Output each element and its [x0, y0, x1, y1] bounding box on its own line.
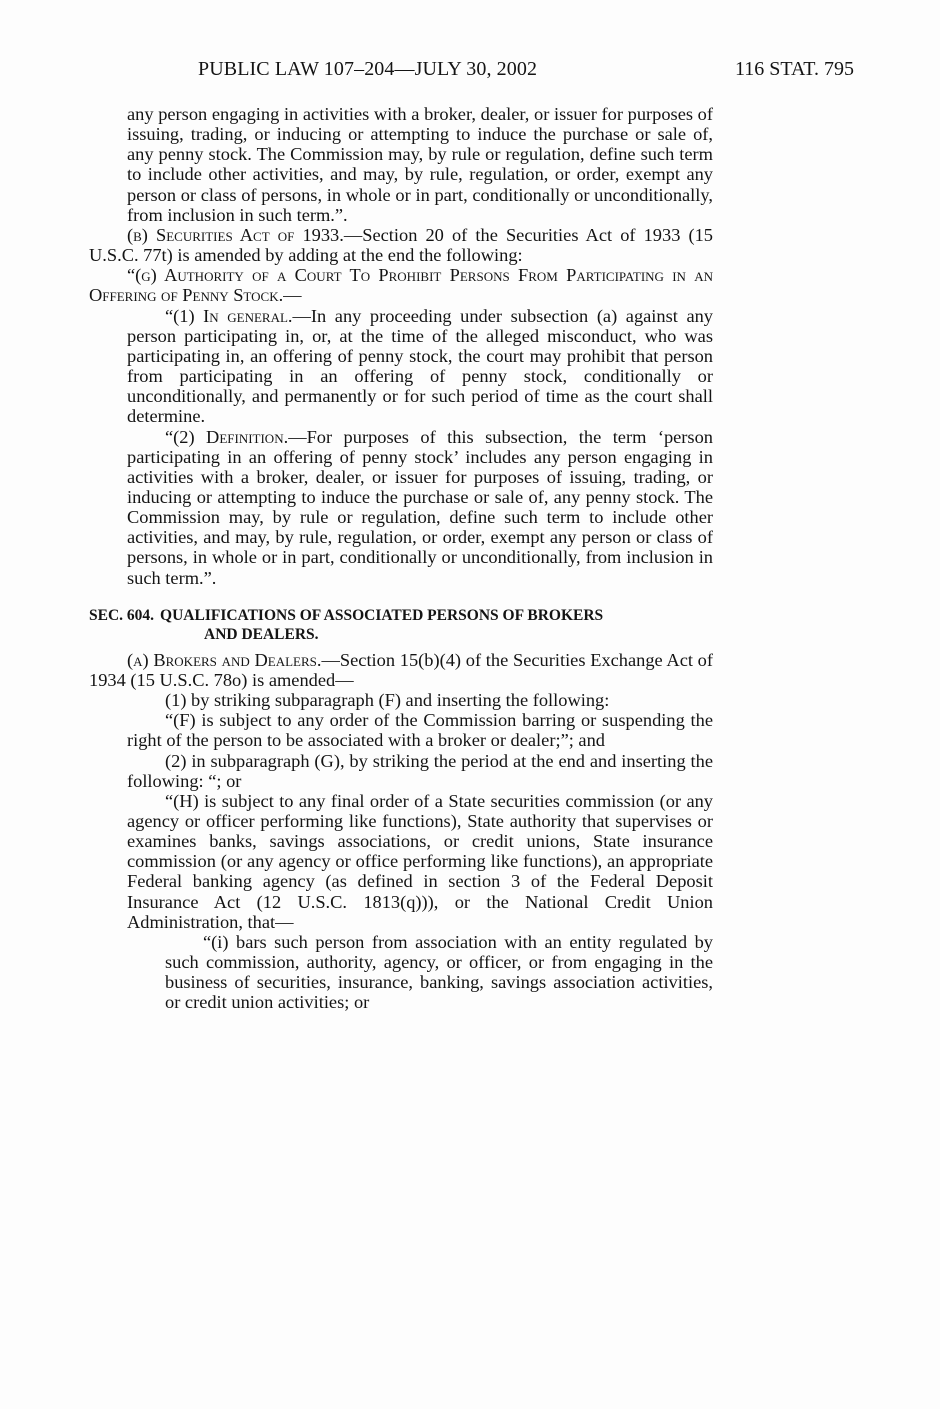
subsection-g-heading	[89, 265, 713, 305]
paragraph-g2	[89, 427, 713, 588]
section-heading	[89, 606, 713, 644]
subsection-a	[89, 650, 713, 690]
paragraph-g1-text: —In any proceeding under subsection (a) against any person participating in, or, at the time of the alleged misconduct, who was participating in, an offering of penny stock, the court may prohibit that person from participating in an offering of penny stock, conditionally or unconditionally, and permanently or for such period of time as the court shall determine.	[127, 305, 713, 427]
subsection-b-heading: (b) Securities Act of 1933.	[127, 224, 344, 245]
section-title-continued: AND DEALERS.	[204, 625, 319, 643]
running-header	[0, 58, 940, 84]
subsection-g-heading-text: “(g) Authority of a Court To Prohibit Persons From Participating in an Offering of Penny Stock.—	[89, 265, 713, 306]
subsection-a-text: —Section 15(b)(4) of the Securities Exchange Act of 1934 (15 U.S.C. 78o) is amended—	[89, 649, 714, 690]
paragraph-g2-text: —For purposes of this subsection, the term ‘person participating in an offering of penny stock’ includes any person engaging in activities with a broker, dealer, or issuer for purposes of issuing, trading, or inducing or attempting to induce the purchase or sale of, any penny stock. The Commission may, by rule or regulation, define such term to include other activities, and may, by rule, regulation, or order, exempt any person or class of persons, in whole or in part, conditionally or unconditionally, from inclusion in such term.”.	[127, 426, 713, 588]
paragraph-g1	[89, 306, 713, 427]
subparagraph-h: “(H) is subject to any final order of a State securities commission (or any agency or officer performing like functions), State authority that supervises or examines banks, savings associations, or credit unions, State insurance commission (or any agency or office performing like functions), an appropriate Federal banking agency (as defined in section 3 of the Federal Deposit Insurance Act (12 U.S.C. 1813(q))), or the National Credit Union Administration, that—	[127, 790, 713, 932]
subsection-b-text: —Section 20 of the Securities Act of 1933 (15 U.S.C. 77t) is amended by adding at the end the following:	[89, 224, 713, 266]
subsection-a-heading: (a) Brokers and Dealers.	[127, 649, 322, 670]
paragraph-g2-heading: “(2) Definition.	[165, 426, 289, 447]
section-title: QUALIFICATIONS OF ASSOCIATED PERSONS OF BROKERS	[160, 606, 604, 624]
section-number: SEC. 604.	[89, 606, 155, 624]
subparagraph-f: “(F) is subject to any order of the Commission barring or suspending the right of the person to be associated with a broker or dealer;”; and	[127, 710, 713, 751]
subsection-b	[89, 225, 713, 265]
public-law-citation: PUBLIC LAW 107–204—JULY 30, 2002	[198, 58, 538, 80]
paragraph-a1: (1) by striking subparagraph (F) and inserting the following:	[165, 690, 610, 711]
paragraph-a2: (2) in subparagraph (G), by striking the period at the end and inserting the following: “; or	[127, 750, 713, 791]
paragraph-continuation: any person engaging in activities with a broker, dealer, or issuer for purposes of issuing, trading, or inducing or attempting to induce the purchase or sale of, any penny stock. The Commission may, by rule or regulation, define such term to include other activities, and may, by rule, regulation, or order, exempt any person or class of persons, in whole or in part, conditionally or unconditionally, from inclusion in such term.”.	[127, 104, 713, 225]
paragraph-g1-heading: “(1) In general.	[165, 305, 293, 326]
clause-i: “(i) bars such person from association with an entity regulated by such commission, authority, agency, or officer, or from engaging in the business of securities, insurance, banking, savings association activities, or credit union activities; or	[165, 931, 713, 1013]
document-body	[89, 104, 713, 1013]
statute-page-number: 116 STAT. 795	[735, 58, 854, 80]
